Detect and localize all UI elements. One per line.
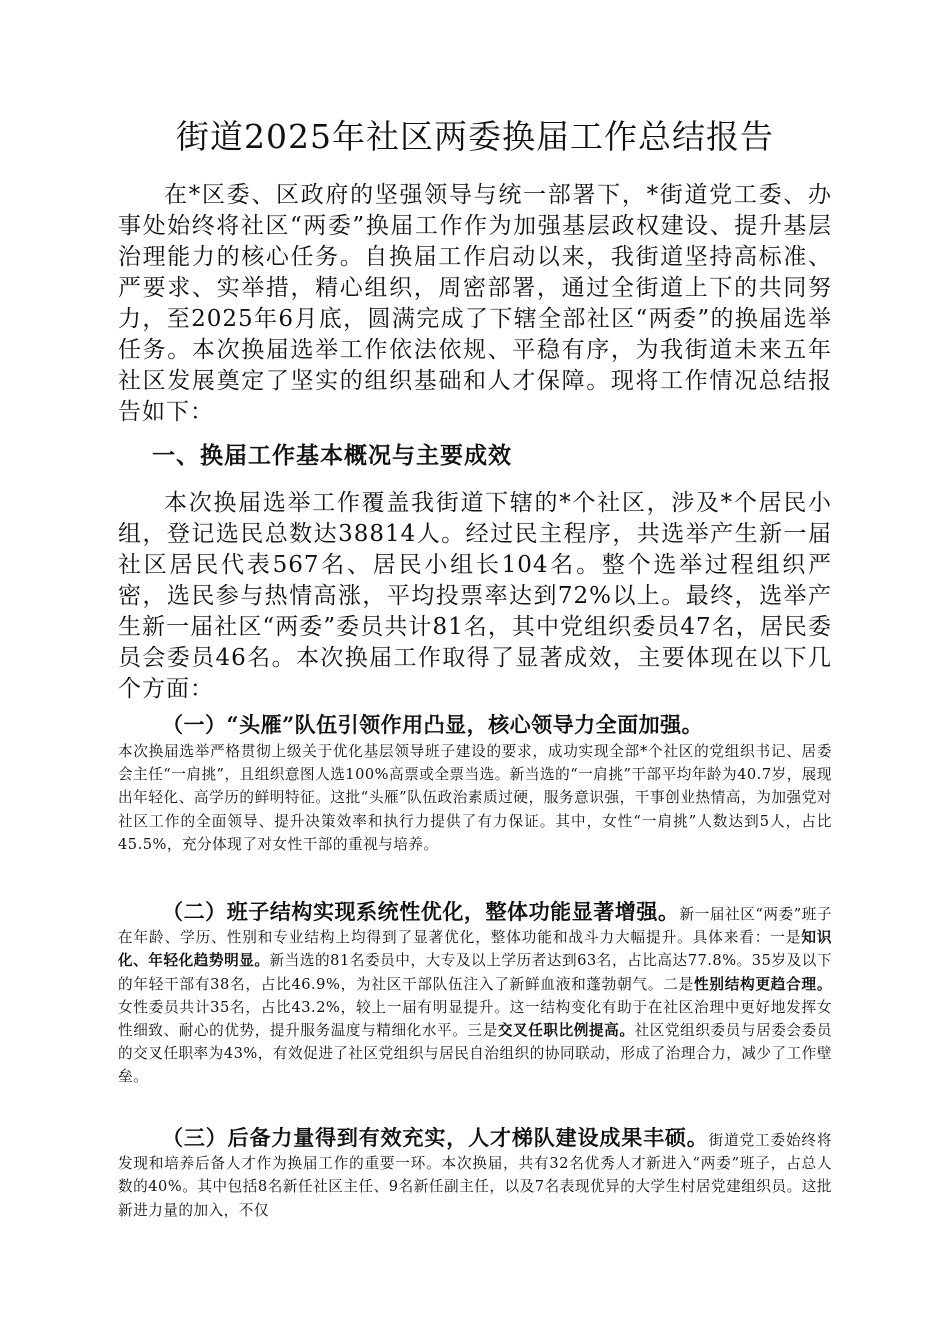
- item-1-body: 本次换届选举严格贯彻上级关于优化基层领导班子建设的要求，成功实现全部*个社区的党组织书记、居委会主任“一肩挑”，且组织意图人选100%高票或全票当选。新当选的“一肩挑”干部平均年龄为40.7岁，展现出年轻化、高学历的鲜明特征。这批“头雁”队伍政治素质过硬，服务意识强，干事创业热情高，为加强党对社区工作的全面领导、提升决策效率和执行力提供了有力保证。其中，女性“一肩挑”人数达到5人，占比45.5%，充分体现了对女性干部的重视与培养。: [118, 743, 832, 853]
- item-1-heading: （一）“头雁”队伍引领作用凸显，核心领导力全面加强。: [162, 712, 704, 737]
- section-1-overview: 本次换届选举工作覆盖我街道下辖的*个社区，涉及*个居民小组，登记选民总数达38814人。经过民主程序，共选举产生新一届社区居民代表567名、居民小组长104名。整个选举过程组织严密，选民参与热情高涨，平均投票率达到72%以上。最终，选举产生新一届社区“两委”委员共计81名，其中党组织委员47名，居民委员会委员46名。本次换届工作取得了显著成效，主要体现在以下几个方面：: [118, 490, 832, 702]
- item-2-heading: （二）班子结构实现系统性优化，整体功能显著增强。: [162, 899, 680, 924]
- document-title: 街道2025年社区两委换届工作总结报告: [176, 117, 774, 156]
- item-2-body-a: 新一届社区“两委”班子在年龄、学历、性别和专业结构上均得到了显著优化，整体功能和战斗力大幅提升。具体来看：一是: [118, 906, 832, 947]
- item-2-body-d: 社区党组织委员与居委会委员的交叉任职率为43%，有效促进了社区党组织与居民自治组织的协同联动，形成了治理合力，减少了工作壁垒。: [118, 1022, 832, 1086]
- section-1-heading: 一、换届工作基本概况与主要成效: [152, 442, 512, 469]
- item-2-point-2: 性别结构更趋合理。: [693, 975, 832, 993]
- item-2-paragraph: [118, 900, 832, 1089]
- intro-paragraph: 在*区委、区政府的坚强领导与统一部署下，*街道党工委、办事处始终将社区“两委”换届工作作为加强基层政权建设、提升基层治理能力的核心任务。自换届工作启动以来，我街道坚持高标准、严要求、实举措，精心组织，周密部署，通过全街道上下的共同努力，至2025年6月底，圆满完成了下辖全部社区“两委”的换届选举任务。本次换届选举工作依法依规、平稳有序，为我街道未来五年社区发展奠定了坚实的组织基础和人才保障。现将工作情况总结报告如下：: [118, 182, 832, 425]
- item-2-body-c: 女性委员共计35名，占比43.2%，较上一届有明显提升。这一结构变化有助于在社区治理中更好地发挥女性细致、耐心的优势，提升服务温度与精细化水平。三是: [118, 998, 832, 1040]
- item-3-heading: （三）后备力量得到有效充实，人才梯队建设成果丰硕。: [162, 1125, 709, 1150]
- item-2-point-3: 交叉任职比例提高。: [497, 1022, 635, 1040]
- item-3-paragraph: [118, 1126, 832, 1222]
- item-2-point-1: 知识化、年轻化趋势明显。: [118, 929, 832, 970]
- item-2-body-b: 新当选的81名委员中，大专及以上学历者达到63名，占比高达77.8%。35岁及以下的年轻干部有38名，占比46.9%，为社区干部队伍注入了新鲜血液和蓬勃朝气。二是: [118, 952, 832, 993]
- item-3-body: 街道党工委始终将发现和培养后备人才作为换届工作的重要一环。本次换届，共有32名优秀人才新进入“两委”班子，占总人数的40%。其中包括8名新任社区主任、9名新任副主任，以及7名表现优异的大学生村居党建组织员。这批新进力量的加入，不仅: [118, 1132, 832, 1219]
